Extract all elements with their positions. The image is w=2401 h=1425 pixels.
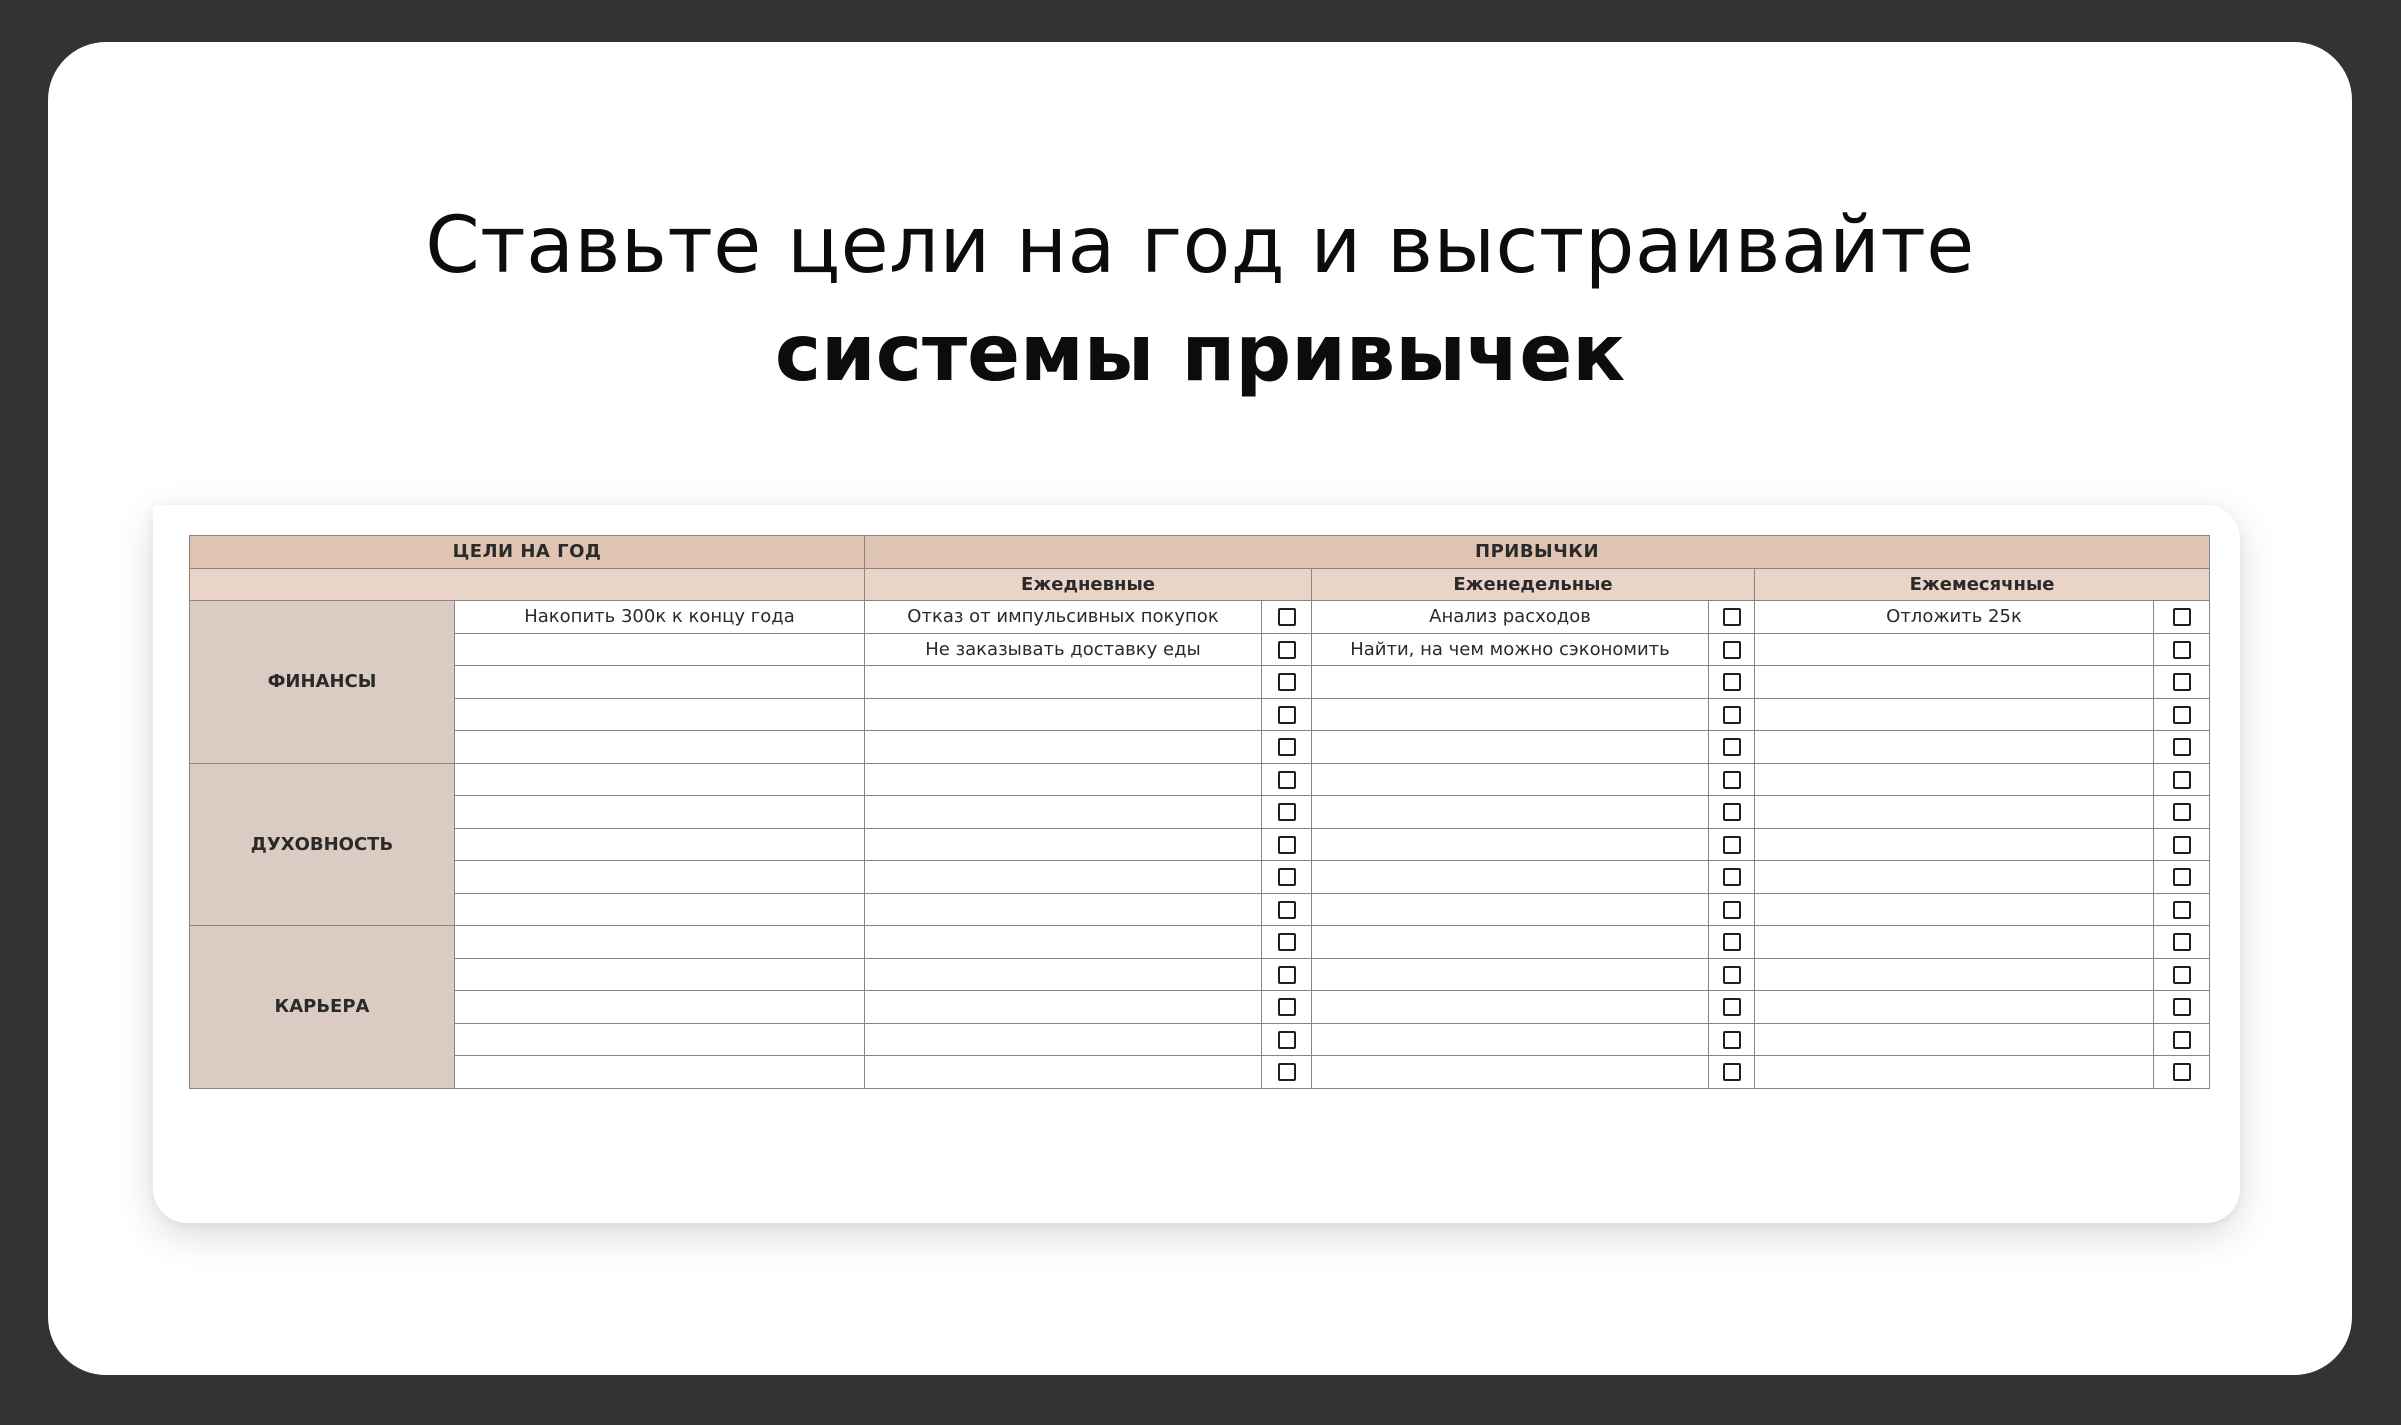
slide-card <box>48 42 2352 1375</box>
table-row <box>190 893 2210 926</box>
monthly-habit-cell[interactable] <box>1755 731 2154 764</box>
goal-cell[interactable] <box>455 828 865 861</box>
daily-habit-cell[interactable] <box>865 1023 1262 1056</box>
checkbox-cell[interactable] <box>2154 763 2210 796</box>
checkbox[interactable] <box>1723 803 1741 821</box>
checkbox[interactable] <box>1723 966 1741 984</box>
checkbox-cell[interactable] <box>2154 601 2210 634</box>
checkbox-cell[interactable] <box>2154 828 2210 861</box>
table-row <box>190 926 2210 959</box>
checkbox-cell[interactable] <box>1262 926 1312 959</box>
checkbox[interactable] <box>1278 738 1296 756</box>
weekly-habit-cell[interactable] <box>1312 1056 1709 1089</box>
checkbox[interactable] <box>1278 608 1296 626</box>
checkbox[interactable] <box>1723 933 1741 951</box>
category-cell: ДУХОВНОСТЬ <box>190 763 455 926</box>
weekly-habit-cell[interactable] <box>1312 1023 1709 1056</box>
checkbox-cell[interactable] <box>1709 601 1755 634</box>
headline-line-1: Ставьте цели на год и выстраивайте <box>425 201 1975 291</box>
checkbox[interactable] <box>2173 933 2191 951</box>
goal-cell[interactable] <box>455 796 865 829</box>
checkbox[interactable] <box>1723 738 1741 756</box>
checkbox[interactable] <box>2173 868 2191 886</box>
daily-habit-cell[interactable] <box>865 958 1262 991</box>
monthly-habit-cell[interactable] <box>1755 828 2154 861</box>
weekly-habit-cell[interactable]: Найти, на чем можно сэкономить <box>1312 633 1709 666</box>
table-row <box>190 698 2210 731</box>
checkbox-cell[interactable] <box>2154 991 2210 1024</box>
checkbox[interactable] <box>2173 966 2191 984</box>
checkbox-cell[interactable] <box>1262 731 1312 764</box>
goal-cell[interactable] <box>455 893 865 926</box>
table-row <box>190 633 2210 666</box>
weekly-habit-cell[interactable] <box>1312 763 1709 796</box>
subheader-weekly: Еженедельные <box>1312 568 1755 601</box>
table-row <box>190 763 2210 796</box>
goal-cell[interactable] <box>455 861 865 894</box>
daily-habit-cell[interactable] <box>865 666 1262 699</box>
monthly-habit-cell[interactable] <box>1755 893 2154 926</box>
monthly-habit-cell[interactable] <box>1755 1056 2154 1089</box>
headline-line-2: системы привычек <box>774 309 1626 399</box>
monthly-habit-cell[interactable] <box>1755 926 2154 959</box>
category-cell: КАРЬЕРА <box>190 926 455 1089</box>
table-row <box>190 861 2210 894</box>
checkbox-cell[interactable] <box>1262 633 1312 666</box>
monthly-habit-cell[interactable] <box>1755 698 2154 731</box>
headline <box>48 192 2352 408</box>
checkbox[interactable] <box>1723 901 1741 919</box>
checkbox-cell[interactable] <box>1262 796 1312 829</box>
weekly-habit-cell[interactable]: Анализ расходов <box>1312 601 1709 634</box>
checkbox[interactable] <box>2173 673 2191 691</box>
checkbox[interactable] <box>1723 771 1741 789</box>
checkbox[interactable] <box>1723 1031 1741 1049</box>
checkbox[interactable] <box>1723 641 1741 659</box>
goal-cell[interactable] <box>455 666 865 699</box>
checkbox-cell[interactable] <box>1709 698 1755 731</box>
table-row <box>190 796 2210 829</box>
goal-cell[interactable] <box>455 633 865 666</box>
checkbox[interactable] <box>1278 803 1296 821</box>
checkbox[interactable] <box>2173 803 2191 821</box>
checkbox-cell[interactable] <box>2154 926 2210 959</box>
checkbox-cell[interactable] <box>1262 1023 1312 1056</box>
checkbox-cell[interactable] <box>1262 991 1312 1024</box>
checkbox-cell[interactable] <box>2154 893 2210 926</box>
checkbox[interactable] <box>1723 868 1741 886</box>
spreadsheet-preview <box>153 505 2240 1223</box>
checkbox-cell[interactable] <box>1709 731 1755 764</box>
checkbox[interactable] <box>1723 608 1741 626</box>
daily-habit-cell[interactable] <box>865 893 1262 926</box>
checkbox-cell[interactable] <box>1709 828 1755 861</box>
checkbox[interactable] <box>1278 966 1296 984</box>
checkbox-cell[interactable] <box>1262 958 1312 991</box>
goals-habits-table <box>189 535 2210 1089</box>
monthly-habit-cell[interactable] <box>1755 1023 2154 1056</box>
checkbox-cell[interactable] <box>2154 633 2210 666</box>
header-row <box>190 536 2210 569</box>
table-row <box>190 1056 2210 1089</box>
checkbox-cell[interactable] <box>1709 893 1755 926</box>
checkbox-cell[interactable] <box>1709 861 1755 894</box>
monthly-habit-cell[interactable] <box>1755 861 2154 894</box>
goal-cell[interactable] <box>455 731 865 764</box>
checkbox-cell[interactable] <box>2154 666 2210 699</box>
daily-habit-cell[interactable]: Не заказывать доставку еды <box>865 633 1262 666</box>
weekly-habit-cell[interactable] <box>1312 893 1709 926</box>
goal-cell[interactable] <box>455 958 865 991</box>
checkbox-cell[interactable] <box>1262 666 1312 699</box>
checkbox[interactable] <box>2173 836 2191 854</box>
checkbox-cell[interactable] <box>2154 861 2210 894</box>
subheader-row <box>190 568 2210 601</box>
checkbox[interactable] <box>2173 641 2191 659</box>
checkbox-cell[interactable] <box>2154 731 2210 764</box>
daily-habit-cell[interactable] <box>865 926 1262 959</box>
checkbox[interactable] <box>2173 1063 2191 1081</box>
checkbox-cell[interactable] <box>1709 796 1755 829</box>
weekly-habit-cell[interactable] <box>1312 796 1709 829</box>
daily-habit-cell[interactable] <box>865 731 1262 764</box>
checkbox[interactable] <box>1723 673 1741 691</box>
checkbox[interactable] <box>1723 998 1741 1016</box>
table-row <box>190 601 2210 634</box>
checkbox-cell[interactable] <box>2154 1023 2210 1056</box>
goal-cell[interactable] <box>455 698 865 731</box>
checkbox[interactable] <box>2173 738 2191 756</box>
monthly-habit-cell[interactable] <box>1755 633 2154 666</box>
subheader-empty <box>190 568 865 601</box>
checkbox[interactable] <box>2173 998 2191 1016</box>
category-cell: ФИНАНСЫ <box>190 601 455 764</box>
header-habits: ПРИВЫЧКИ <box>865 536 2210 569</box>
checkbox-cell[interactable] <box>1709 958 1755 991</box>
checkbox-cell[interactable] <box>1709 991 1755 1024</box>
checkbox[interactable] <box>1278 933 1296 951</box>
subheader-daily: Ежедневные <box>865 568 1312 601</box>
checkbox[interactable] <box>1723 706 1741 724</box>
monthly-habit-cell[interactable] <box>1755 991 2154 1024</box>
goal-cell[interactable]: Накопить 300к к концу года <box>455 601 865 634</box>
goal-cell[interactable] <box>455 926 865 959</box>
table-row <box>190 828 2210 861</box>
checkbox-cell[interactable] <box>1709 1056 1755 1089</box>
goal-cell[interactable] <box>455 991 865 1024</box>
checkbox-cell[interactable] <box>1262 698 1312 731</box>
weekly-habit-cell[interactable] <box>1312 991 1709 1024</box>
daily-habit-cell[interactable] <box>865 861 1262 894</box>
weekly-habit-cell[interactable] <box>1312 861 1709 894</box>
goal-cell[interactable] <box>455 1056 865 1089</box>
checkbox[interactable] <box>1278 706 1296 724</box>
daily-habit-cell[interactable] <box>865 763 1262 796</box>
checkbox-cell[interactable] <box>1709 763 1755 796</box>
weekly-habit-cell[interactable] <box>1312 958 1709 991</box>
checkbox-cell[interactable] <box>1262 1056 1312 1089</box>
daily-habit-cell[interactable] <box>865 828 1262 861</box>
checkbox[interactable] <box>1278 1031 1296 1049</box>
daily-habit-cell[interactable] <box>865 1056 1262 1089</box>
checkbox-cell[interactable] <box>2154 796 2210 829</box>
table-row <box>190 1023 2210 1056</box>
monthly-habit-cell[interactable] <box>1755 796 2154 829</box>
table-row <box>190 731 2210 764</box>
checkbox[interactable] <box>1278 901 1296 919</box>
checkbox-cell[interactable] <box>1262 601 1312 634</box>
checkbox[interactable] <box>2173 901 2191 919</box>
table-row <box>190 991 2210 1024</box>
checkbox[interactable] <box>2173 1031 2191 1049</box>
checkbox[interactable] <box>2173 608 2191 626</box>
weekly-habit-cell[interactable] <box>1312 731 1709 764</box>
weekly-habit-cell[interactable] <box>1312 698 1709 731</box>
daily-habit-cell[interactable] <box>865 796 1262 829</box>
daily-habit-cell[interactable] <box>865 991 1262 1024</box>
checkbox[interactable] <box>1723 1063 1741 1081</box>
checkbox[interactable] <box>1278 673 1296 691</box>
table-row <box>190 958 2210 991</box>
monthly-habit-cell[interactable] <box>1755 763 2154 796</box>
checkbox-cell[interactable] <box>2154 958 2210 991</box>
weekly-habit-cell[interactable] <box>1312 926 1709 959</box>
weekly-habit-cell[interactable] <box>1312 666 1709 699</box>
checkbox[interactable] <box>1278 836 1296 854</box>
table-row <box>190 666 2210 699</box>
weekly-habit-cell[interactable] <box>1312 828 1709 861</box>
checkbox-cell[interactable] <box>2154 698 2210 731</box>
checkbox-cell[interactable] <box>1709 666 1755 699</box>
checkbox[interactable] <box>2173 771 2191 789</box>
checkbox[interactable] <box>1278 1063 1296 1081</box>
checkbox-cell[interactable] <box>1262 828 1312 861</box>
subheader-monthly: Ежемесячные <box>1755 568 2210 601</box>
checkbox[interactable] <box>1723 836 1741 854</box>
checkbox[interactable] <box>1278 868 1296 886</box>
checkbox-cell[interactable] <box>1709 1023 1755 1056</box>
monthly-habit-cell[interactable] <box>1755 666 2154 699</box>
daily-habit-cell[interactable] <box>865 698 1262 731</box>
goal-cell[interactable] <box>455 1023 865 1056</box>
monthly-habit-cell[interactable] <box>1755 958 2154 991</box>
checkbox[interactable] <box>2173 706 2191 724</box>
goal-cell[interactable] <box>455 763 865 796</box>
monthly-habit-cell[interactable]: Отложить 25к <box>1755 601 2154 634</box>
daily-habit-cell[interactable]: Отказ от импульсивных покупок <box>865 601 1262 634</box>
checkbox[interactable] <box>1278 771 1296 789</box>
header-goals: ЦЕЛИ НА ГОД <box>190 536 865 569</box>
checkbox-cell[interactable] <box>1262 763 1312 796</box>
checkbox[interactable] <box>1278 641 1296 659</box>
checkbox[interactable] <box>1278 998 1296 1016</box>
checkbox-cell[interactable] <box>1709 926 1755 959</box>
checkbox-cell[interactable] <box>1709 633 1755 666</box>
checkbox-cell[interactable] <box>1262 861 1312 894</box>
checkbox-cell[interactable] <box>2154 1056 2210 1089</box>
checkbox-cell[interactable] <box>1262 893 1312 926</box>
